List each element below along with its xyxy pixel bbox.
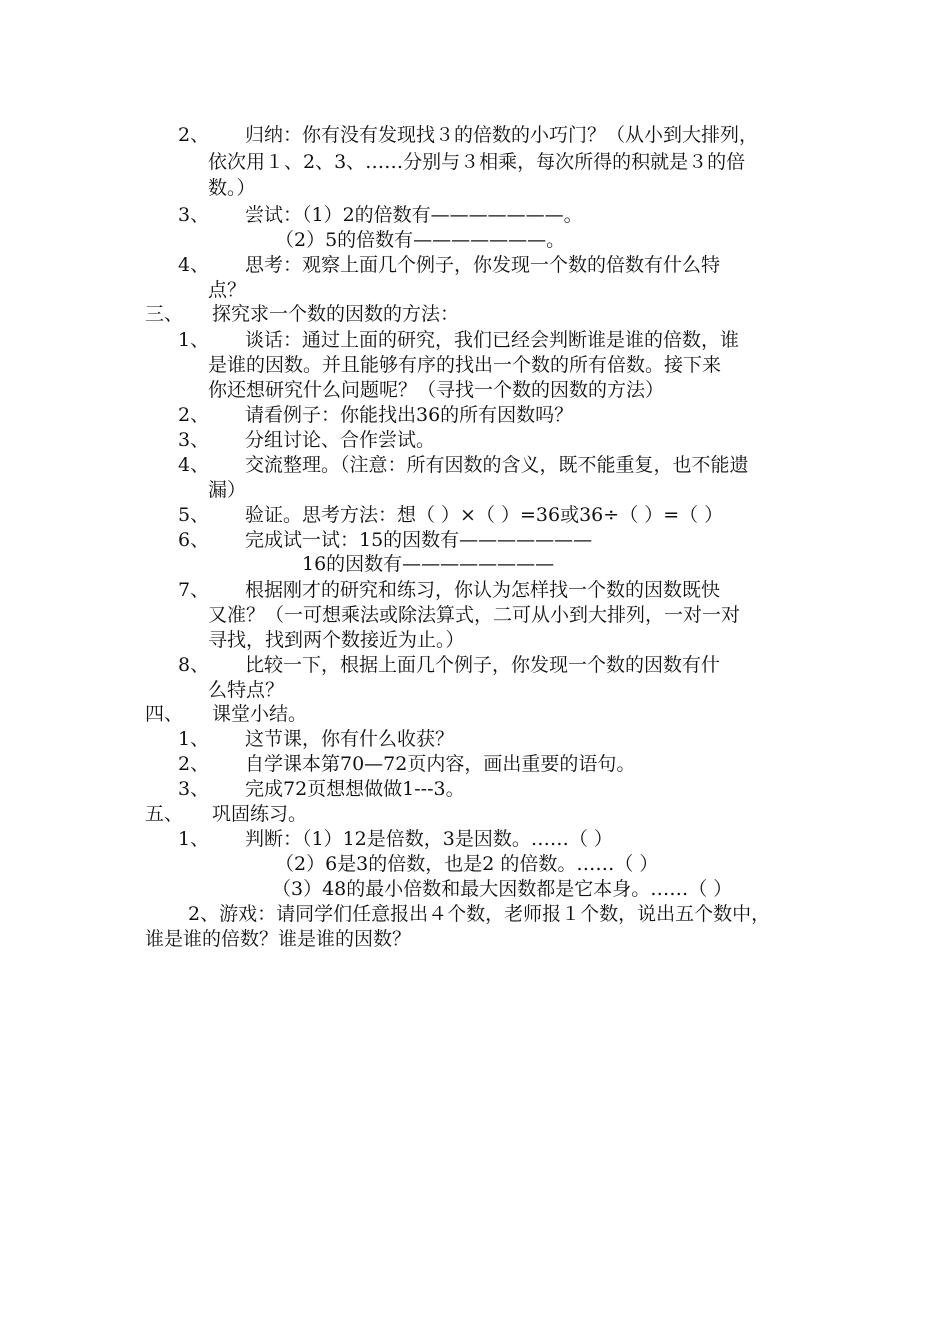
item-number: 3、 <box>178 204 210 226</box>
paragraph-line: 谈话：通过上面的研究，我们已经会判断谁是谁的倍数，谁 <box>245 329 740 351</box>
item-number: 2、 <box>178 404 210 426</box>
paragraph-line: 是谁的因数。并且能够有序的找出一个数的所有倍数。接下来 <box>208 354 722 376</box>
item-number: 2、 <box>178 124 210 146</box>
paragraph-line: 比较一下，根据上面几个例子，你发现一个数的因数有什 <box>245 654 721 676</box>
item-number: 2、 <box>178 753 210 775</box>
item-number: 7、 <box>178 579 210 601</box>
paragraph-line: 归纳：你有没有发现找３的倍数的小巧门？（从小到大排列， <box>245 124 759 146</box>
item-number: 8、 <box>178 654 210 676</box>
section-heading: 巩固练习。 <box>212 803 308 825</box>
item-number: 1、 <box>178 828 210 850</box>
paragraph-line: 又准？（一可想乘法或除法算式，二可从小到大排列，一对一对 <box>208 604 741 626</box>
paragraph-line: 根据刚才的研究和练习，你认为怎样找一个数的因数既快 <box>245 579 721 601</box>
item-number: 6、 <box>178 529 210 551</box>
paragraph-line: 谁是谁的倍数？谁是谁的因数？ <box>145 928 412 950</box>
paragraph-line: 寻找，找到两个数接近为止。） <box>208 629 465 651</box>
paragraph-line: 交流整理。（注意：所有因数的含义，既不能重复，也不能遗 <box>245 454 749 476</box>
paragraph-line: 2、游戏：请同学们任意报出４个数，老师报１个数，说出五个数中， <box>188 903 771 925</box>
paragraph-line: 尝试：（1）2的倍数有———————。 <box>245 204 583 226</box>
item-number: 4、 <box>178 254 210 276</box>
paragraph-line: 16的因数有———————— <box>302 553 555 575</box>
paragraph-line: （3）48的最小倍数和最大因数都是它本身。……（ ） <box>272 878 733 900</box>
paragraph-line: 完成72页想想做做1---3。 <box>245 778 465 800</box>
item-number: 3、 <box>178 429 210 451</box>
section-number: 五、 <box>145 803 184 825</box>
item-number: 4、 <box>178 454 210 476</box>
paragraph-line: 验证。思考方法：想（ ）×（ ）=36或36÷（ ）=（ ） <box>245 504 724 526</box>
item-number: 5、 <box>178 504 210 526</box>
paragraph-line: 数。） <box>208 177 256 199</box>
paragraph-line: 点？ <box>208 279 247 301</box>
paragraph-line: 判断：（1）12是倍数，3是因数。……（ ） <box>245 828 613 850</box>
paragraph-line: 请看例子：你能找出36的所有因数吗？ <box>245 404 574 426</box>
item-number: 1、 <box>178 329 210 351</box>
item-number: 3、 <box>178 778 210 800</box>
section-heading: 探究求一个数的因数的方法： <box>212 303 460 325</box>
paragraph-line: 你还想研究什么问题呢？（寻找一个数的因数的方法） <box>208 379 665 401</box>
paragraph-line: 分组讨论、合作尝试。 <box>245 429 436 451</box>
paragraph-line: 么特点？ <box>208 679 285 701</box>
paragraph-line: 漏） <box>208 479 247 501</box>
paragraph-line: （2）5的倍数有———————。 <box>275 229 566 251</box>
paragraph-line: 自学课本第70—72页内容，画出重要的语句。 <box>245 753 636 775</box>
section-number: 三、 <box>145 303 184 325</box>
item-number: 1、 <box>178 728 210 750</box>
paragraph-line: 这节课，你有什么收获？ <box>245 728 455 750</box>
paragraph-line: 思考：观察上面几个例子，你发现一个数的倍数有什么特 <box>245 254 721 276</box>
paragraph-line: 完成试一试：15的因数有——————— <box>245 529 593 551</box>
section-heading: 课堂小结。 <box>212 703 308 725</box>
paragraph-line: 依次用１、2、3、……分别与３相乘，每次所得的积就是３的倍 <box>208 151 746 173</box>
paragraph-line: （2）6是3的倍数，也是2 的倍数。……（ ） <box>275 853 659 875</box>
section-number: 四、 <box>145 703 184 725</box>
